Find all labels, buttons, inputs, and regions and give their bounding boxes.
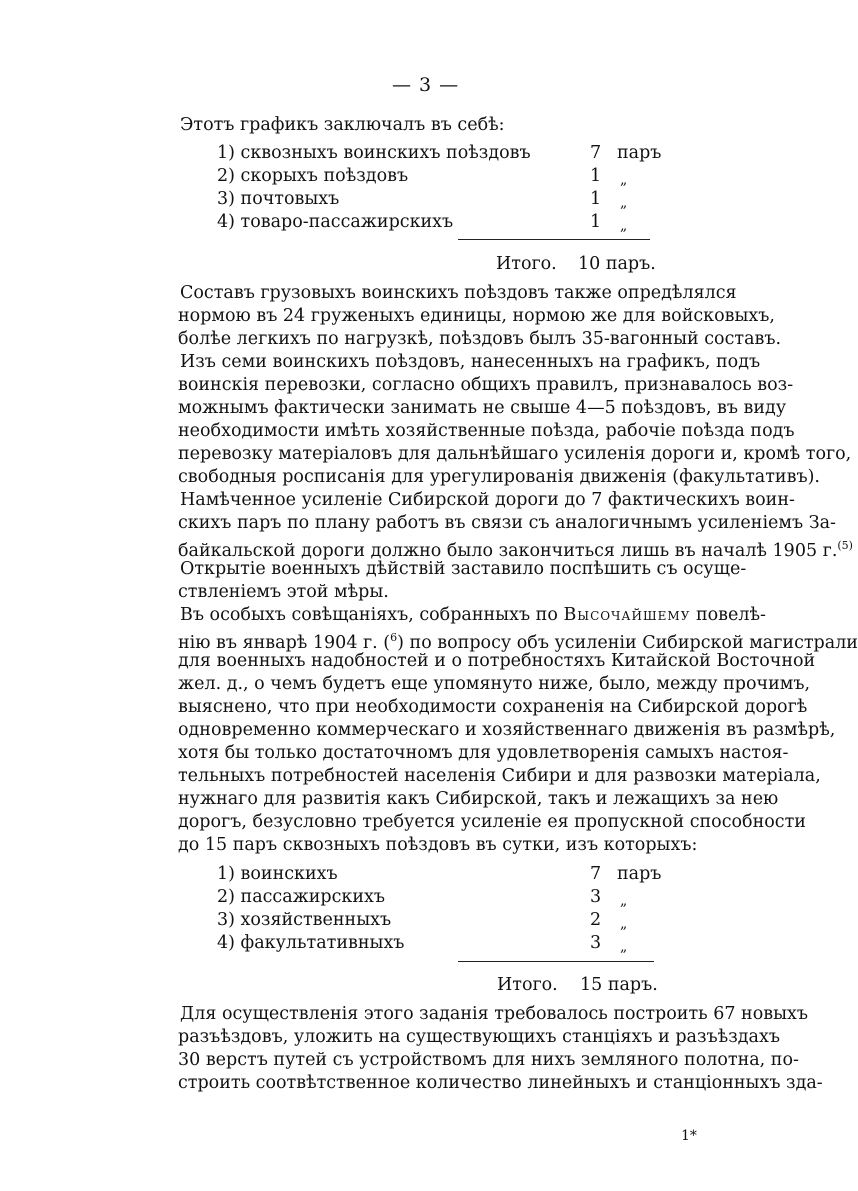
table-1-row-label: 1) сквозныхъ воинскихъ поѣздовъ [217,143,531,163]
table-1-row-label: 4) товаро-пассажирскихъ [217,212,454,232]
table-2-row-num: 3 [590,933,602,953]
paragraph-5-line: одновременно коммерческаго и хозяйственнаго движенія въ размѣрѣ, [178,720,836,740]
signature-mark: 1* [681,1128,697,1144]
table-1-row-unit: „ [620,172,628,188]
table-1-row-num: 1 [590,189,602,209]
paragraph-5-line: тельныхъ потребностей населенія Сибири и для развозки матеріала, [178,766,821,786]
paragraph-5-line: нужнаго для развитія какъ Сибирской, такъ и лежащихъ за нею [178,789,779,809]
table-2-row-label: 4) факультативныхъ [217,933,405,953]
table-1-row-unit: паръ [617,143,662,163]
paragraph-2-line: можнымъ фактически занимать не свыше 4—5 поѣздовъ, въ виду [178,398,787,418]
table-2-row-num: 7 [590,864,602,884]
paragraph-2-line: перевозку матеріаловъ для дальнѣйшаго усиленія дороги и, кромѣ того, [178,444,852,464]
paragraph-1-line: Составъ грузовыхъ воинскихъ поѣздовъ также опредѣлялся [180,283,737,303]
table-1-row-label: 3) почтовыхъ [217,189,340,209]
table-2-row-num: 2 [590,910,602,930]
paragraph-5-line: для военныхъ надобностей и о потребностяхъ Китайской Восточной [178,651,816,671]
table-2-row-unit: паръ [617,864,662,884]
table-2-total-value: 15 паръ. [580,975,658,995]
table-2-row-label: 1) воинскихъ [217,864,338,884]
page-number: — 3 — [392,74,460,96]
paragraph-2-line: Изъ семи воинскихъ поѣздовъ, нанесенныхъ на графикъ, подъ [180,352,761,372]
paragraph-5-line [178,628,858,653]
paragraph-5-line: до 15 паръ сквозныхъ поѣздовъ въ сутки, изъ которыхъ: [178,835,698,855]
table-2-row-label: 2) пассажирскихъ [217,887,386,907]
paragraph-2-line: свободныя росписанія для урегулированія движенія (факультативъ). [178,467,820,487]
table-1-row-unit: „ [620,195,628,211]
table-2-row-unit: „ [620,916,628,932]
table-2-total-label: Итого. [497,975,558,995]
paragraph-5-line: хотя бы только достаточномъ для удовлетворенія самыхъ настоя- [178,743,789,763]
paragraph-3-line: скихъ паръ по плану работъ въ связи съ аналогичнымъ усиленіемъ За- [178,513,836,533]
table-2-sum-rule [458,961,654,962]
paragraph-5-line: выяснено, что при необходимости сохраненія на Сибирской дорогѣ [178,697,808,717]
paragraph-4-line: ствленіемъ этой мѣры. [178,582,389,602]
table-2-row-unit: „ [620,939,628,955]
table-2-row-num: 3 [590,887,602,907]
table-1-sum-rule [458,239,650,240]
paragraph-5-text: нію въ январѣ 1904 г. ( [178,632,391,653]
table-1-row-label: 2) скорыхъ поѣздовъ [217,166,409,186]
paragraph-6-line: строить соотвѣтственное количество линейныхъ и станціонныхъ зда- [178,1073,823,1093]
table-1-total-value: 10 паръ. [578,254,656,274]
paragraph-5-text: Въ особыхъ совѣщаніяхъ, собранныхъ по [180,605,564,625]
paragraph-3-line [178,536,853,561]
paragraph-1-line: болѣе легкихъ по нагрузкѣ, поѣздовъ былъ 35-вагонный составъ. [178,329,782,349]
intro-line: Этотъ графикъ заключалъ въ себѣ: [180,115,505,135]
footnote-ref-6: 6 [390,631,398,644]
paragraph-1-line: нормою въ 24 груженыхъ единицы, нормою же для войсковыхъ, [178,306,775,326]
paragraph-6-line: разъѣздовъ, уложить на существующихъ станціяхъ и разъѣздахъ [178,1027,780,1047]
paragraph-5-emphasis: Высочайшему [563,605,691,625]
paragraph-5-line: жел. д., о чемъ будетъ еще упомянуто ниже, было, между прочимъ, [178,674,811,694]
paragraph-6-line: Для осуществленія этого заданія требовалось построить 67 новыхъ [180,1004,809,1024]
table-2-row-unit: „ [620,893,628,909]
table-2-row-label: 3) хозяйственныхъ [217,910,392,930]
paragraph-3-line: Намѣченное усиленіе Сибирской дороги до 7 фактическихъ воин- [180,490,795,510]
paragraph-2-line: воинскія перевозки, согласно общихъ правилъ, признавалось воз- [178,375,794,395]
paragraph-5-line [180,605,766,625]
table-1-row-num: 1 [590,212,602,232]
footnote-ref-5: (5) [837,539,853,552]
paragraph-2-line: необходимости имѣть хозяйственные поѣзда, рабочіе поѣзда подъ [178,421,795,441]
paragraph-6-line: 30 верстъ путей съ устройствомъ для нихъ земляного полотна, по- [178,1050,799,1070]
table-1-row-num: 1 [590,166,602,186]
paragraph-4-line: Открытіе военныхъ дѣйствій заставило поспѣшить съ осуще- [180,559,747,579]
paragraph-5-text: ) по вопросу объ усиленіи Сибирской магистрали [397,632,858,653]
table-1-row-unit: „ [620,218,628,234]
paragraph-3-text: байкальской дороги должно было закончиться лишь въ началѣ 1905 г. [178,540,838,561]
table-1-row-num: 7 [590,143,602,163]
table-1-total-label: Итого. [496,254,557,274]
paragraph-5-line: дорогъ, безусловно требуется усиленіе ея пропускной способности [178,812,806,832]
paragraph-5-text: повелѣ- [690,605,766,625]
